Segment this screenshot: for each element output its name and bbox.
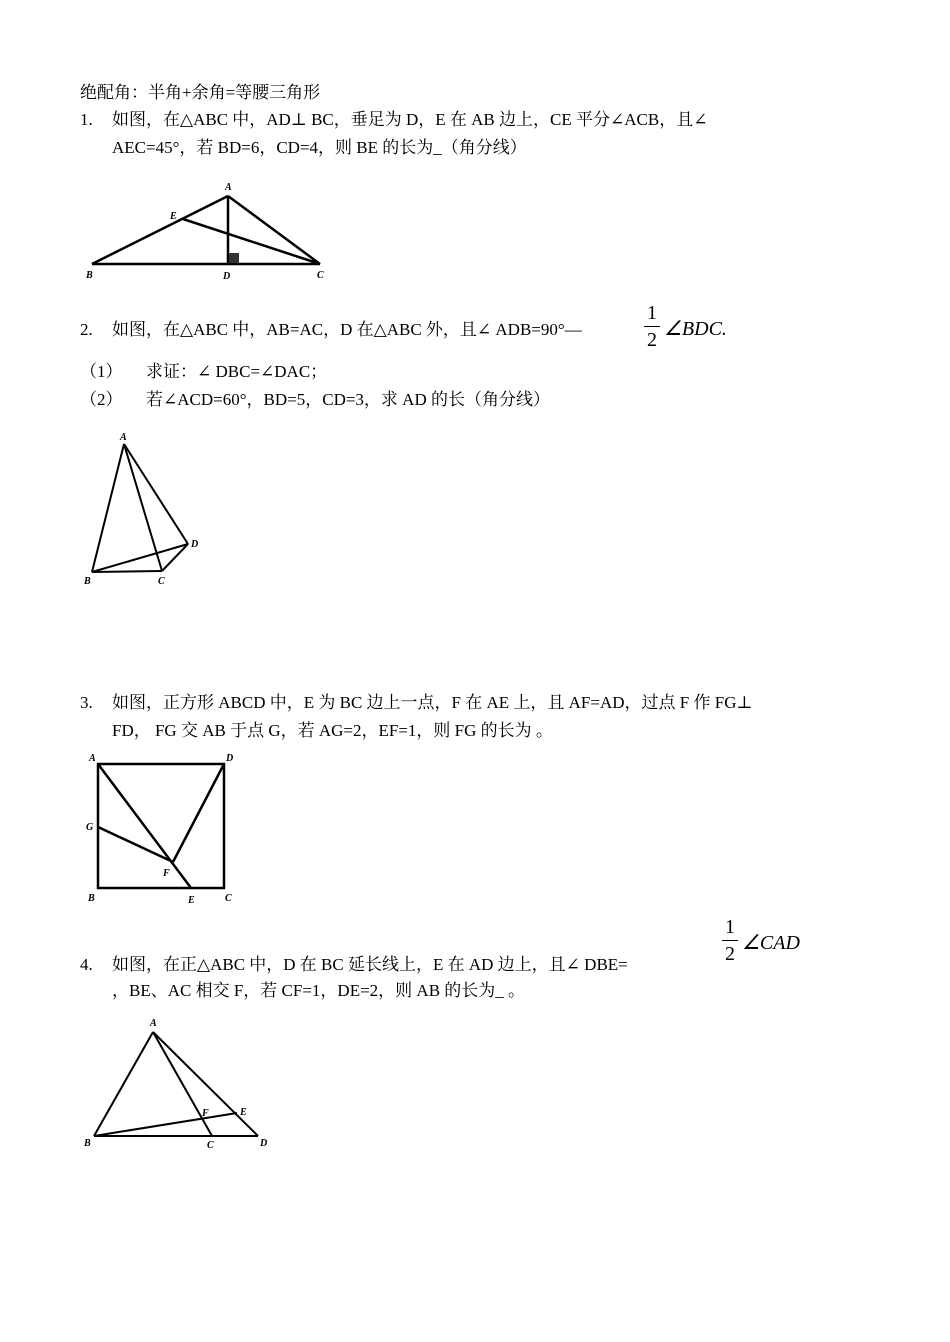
label-d: D [226, 753, 234, 764]
problem-2-fraction [644, 302, 660, 351]
problem-2-sub2-label: （2） [80, 390, 123, 409]
fraction-denominator: 2 [725, 943, 735, 965]
segment-bc [92, 571, 162, 572]
label-a: A [120, 432, 127, 443]
label-b: B [84, 1138, 91, 1149]
label-a: A [225, 182, 232, 193]
page-heading: 绝配角：半角+余角=等腰三角形 [80, 83, 321, 102]
label-b: B [84, 576, 91, 587]
problem-1-number: 1. [80, 110, 93, 129]
problem-2-math-tail: ∠BDC. [664, 318, 727, 340]
problem-2-sub2-text: 若∠ACD=60°，BD=5，CD=3，求 AD 的长（角分线） [146, 390, 550, 409]
label-b: B [88, 893, 95, 904]
label-d: D [260, 1138, 268, 1149]
label-d: D [223, 271, 231, 282]
segment-ac [153, 1032, 212, 1136]
fraction-bar [722, 940, 738, 941]
label-d: D [191, 539, 199, 550]
label-b: B [86, 270, 93, 281]
problem-2-sub1-label: （1） [80, 362, 123, 381]
label-a: A [150, 1018, 157, 1029]
problem-4-figure [80, 1015, 280, 1155]
problem-3-figure [80, 748, 250, 908]
problem-4-fraction [722, 916, 738, 965]
fraction-denominator: 2 [647, 329, 657, 351]
label-c: C [207, 1140, 214, 1151]
problem-2-text-line1: 如图，在△ABC 中，AB=AC，D 在△ABC 外，且∠ ADB=90°— [112, 320, 582, 339]
label-c: C [317, 270, 324, 281]
segment-fd [173, 764, 224, 862]
problem-4-number: 4. [80, 955, 93, 974]
problem-4-math-tail: ∠CAD [742, 932, 800, 954]
problem-4-text-line2: ，BE、AC 相交 F，若 CF=1，DE=2，则 AB 的长为_ 。 [112, 981, 526, 1000]
segment-ab [92, 444, 124, 572]
label-e: E [170, 211, 177, 222]
segment-ad [124, 444, 188, 544]
problem-1-text-line2: AEC=45°，若 BD=6，CD=4，则 BE 的长为_（角分线） [112, 138, 527, 157]
label-f: F [163, 868, 170, 879]
label-c: C [158, 576, 165, 587]
label-a: A [89, 753, 96, 764]
label-e: E [188, 895, 195, 906]
segment-be [94, 1113, 237, 1136]
problem-1-figure [80, 175, 340, 285]
problem-3-number: 3. [80, 693, 93, 712]
fraction-numerator: 1 [647, 302, 657, 324]
right-angle-mark [229, 253, 239, 263]
segment-ac [228, 196, 320, 264]
problem-2-number: 2. [80, 320, 93, 339]
segment-ac [124, 444, 162, 571]
square-abcd [98, 764, 224, 888]
label-e: E [240, 1107, 247, 1118]
label-g: G [86, 822, 94, 833]
problem-3-text-line2: FD， FG 交 AB 于点 G，若 AG=2，EF=1，则 FG 的长为 。 [112, 721, 553, 740]
segment-ab [92, 196, 228, 264]
problem-2-figure [80, 428, 220, 593]
segment-ae [98, 764, 191, 888]
segment-ce [183, 219, 320, 264]
fraction-bar [644, 326, 660, 327]
problem-2-sub1-text: 求证：∠ DBC=∠DAC； [146, 362, 328, 381]
segment-ab [94, 1032, 153, 1136]
problem-3-text-line1: 如图，正方形 ABCD 中，E 为 BC 边上一点，F 在 AE 上，且 AF=AD，过点 F 作 FG⊥ [112, 693, 753, 712]
label-c: C [225, 893, 232, 904]
segment-ad [153, 1032, 258, 1136]
problem-4-text-line1: 如图，在正△ABC 中，D 在 BC 延长线上，E 在 AD 边上，且∠ DBE= [112, 955, 628, 974]
problem-1-text-line1: 如图，在△ABC 中，AD⊥ BC，垂足为 D，E 在 AB 边上，CE 平分∠ACB，且∠ [112, 110, 708, 129]
segment-gf [98, 827, 173, 862]
fraction-numerator: 1 [725, 916, 735, 938]
label-f: F [202, 1108, 209, 1119]
